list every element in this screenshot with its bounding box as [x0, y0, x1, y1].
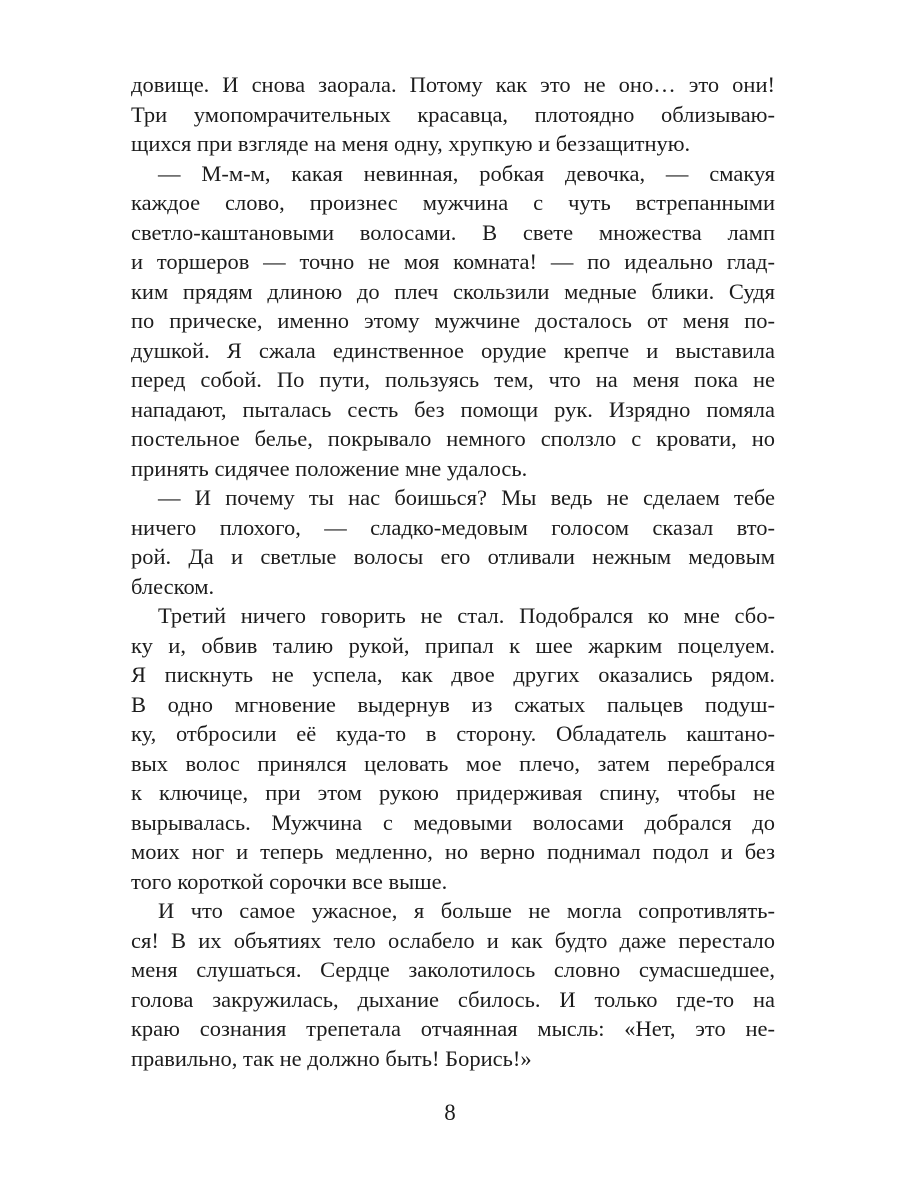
text-line: меня слушаться. Сердце заколотилось словно сумасшедшее, [131, 957, 775, 982]
text-line: того короткой сорочки все выше. [131, 868, 448, 894]
text-line: голова закружилась, дыхание сбилось. И только где-то на [131, 986, 775, 1012]
text-line: щихся при взгляде на меня одну, хрупкую и беззащитную. [131, 131, 691, 156]
text-line: И что самое ужасное, я больше не могла сопротивлять- [158, 898, 775, 923]
text-line: Три умопомрачительных красавца, плотоядно облизываю- [131, 101, 775, 127]
text-line: вых волос принялся целовать мое плечо, затем перебрался [131, 750, 775, 776]
text-line: по прическе, именно этому мужчине досталось от меня по- [131, 308, 775, 333]
text-line: краю сознания трепетала отчаянная мысль: «Нет, это не- [131, 1016, 775, 1041]
text-line: — М-м-м, какая невинная, робкая девочка, — смакуя [158, 160, 775, 186]
text-line: Я пискнуть не успела, как двое других оказались рядом. [131, 662, 775, 687]
text-line: правильно, так не должно быть! Борись!» [131, 1045, 532, 1071]
text-line: нападают, пыталась сесть без помощи рук. Изрядно помяла [131, 396, 775, 422]
page-text [131, 70, 775, 1073]
text-line: к ключице, при этом рукою придерживая спину, чтобы не [131, 780, 775, 805]
text-line: блеском. [131, 573, 215, 599]
text-line: постельное белье, покрывало немного сползло с кровати, но [131, 426, 775, 451]
text-line: светло-каштановыми волосами. В свете множества ламп [131, 219, 775, 245]
text-line: принять сидячее положение мне удалось. [131, 455, 528, 481]
text-line: довище. И снова заорала. Потому как это не оно… это они! [131, 72, 775, 97]
text-line: моих ног и теперь медленно, но верно поднимал подол и без [131, 839, 775, 864]
text-line: ку, отбросили её куда-то в сторону. Обладатель каштано- [131, 721, 775, 746]
text-line: рой. Да и светлые волосы его отливали нежным медовым [131, 544, 775, 569]
text-line: вырывалась. Мужчина с медовыми волосами добрался до [131, 809, 775, 835]
text-line: В одно мгновение выдернув из сжатых пальцев подуш- [131, 691, 775, 717]
text-line: душкой. Я сжала единственное орудие крепче и выставила [131, 337, 775, 363]
text-line: и торшеров — точно не моя комната! — по идеально глад- [131, 249, 775, 274]
text-line: каждое слово, произнес мужчина с чуть встрепанными [131, 190, 775, 215]
text-line: ничего плохого, — сладко-медовым голосом сказал вто- [131, 514, 775, 540]
text-line: перед собой. По пути, пользуясь тем, что на меня пока не [131, 367, 775, 392]
text-line: ким прядям длиною до плеч скользили медные блики. Судя [131, 278, 775, 304]
text-line: Третий ничего говорить не стал. Подобрался ко мне сбо- [158, 603, 775, 628]
text-line: ку и, обвив талию рукой, припал к шее жарким поцелуем. [131, 632, 775, 658]
page-number: 8 [444, 1100, 456, 1125]
text-line: ся! В их объятиях тело ослабело и как будто даже перестало [131, 927, 775, 953]
text-line: — И почему ты нас боишься? Мы ведь не сделаем тебе [158, 485, 775, 510]
